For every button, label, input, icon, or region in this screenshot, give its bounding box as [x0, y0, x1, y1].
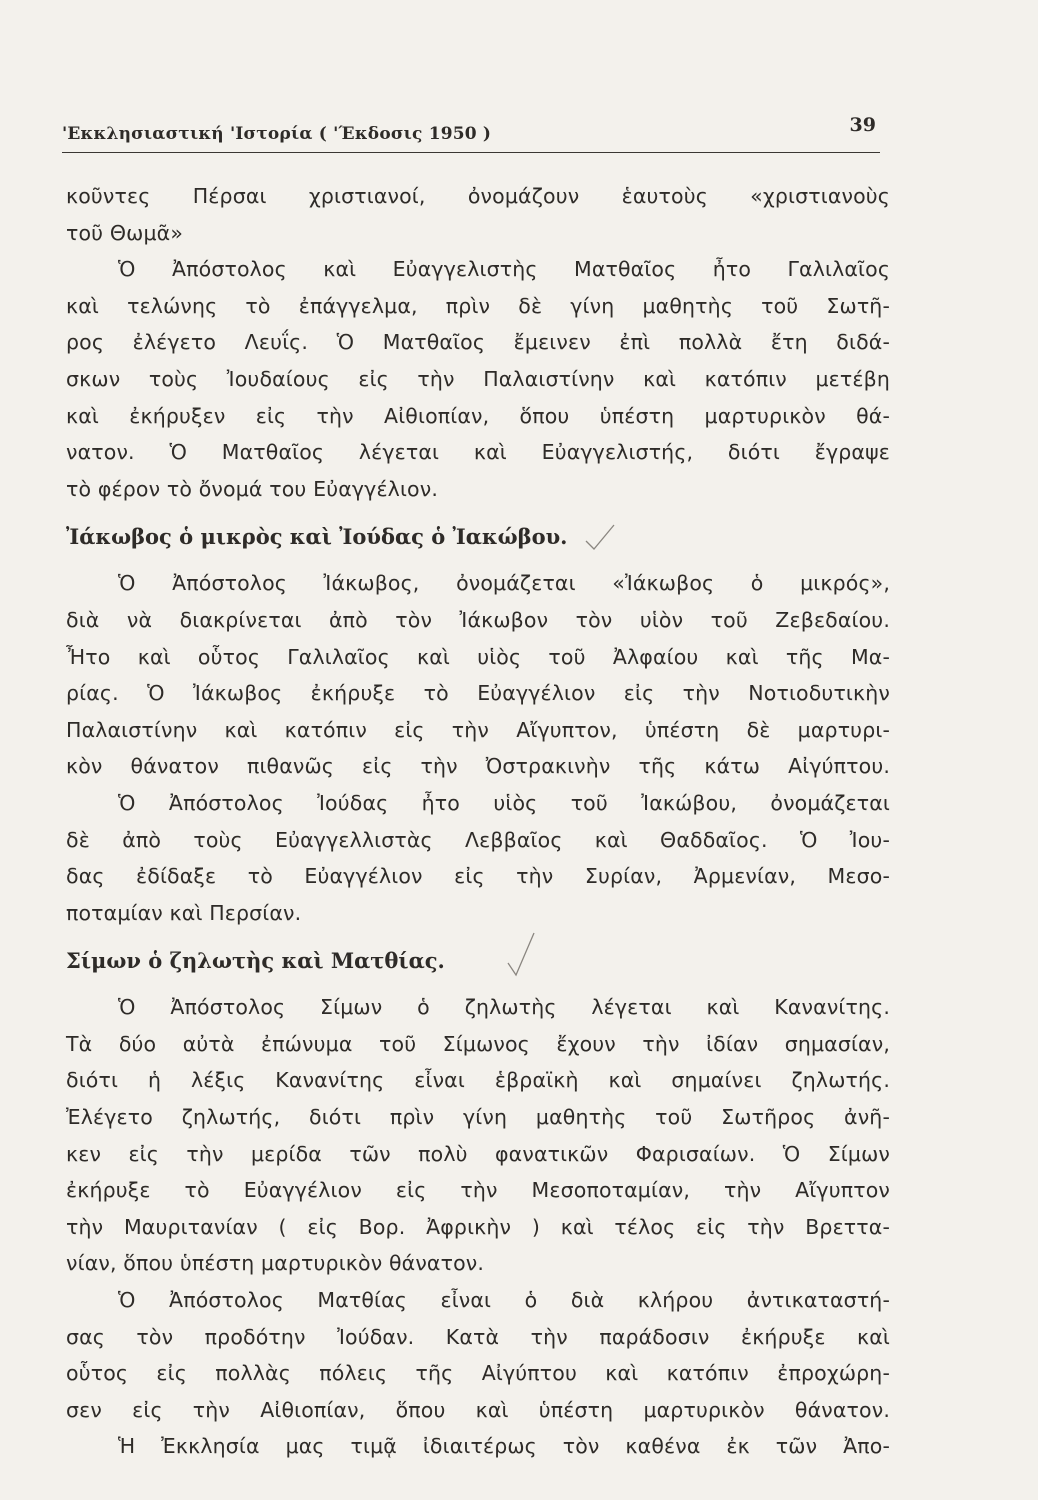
section-heading-iakovos-ioudas: [66, 511, 890, 563]
text-line: Τὰ δύο αὐτὰ ἐπώνυμα τοῦ Σίμωνος ἔχουν τὴν ἰδίαν σημασίαν,: [66, 1031, 890, 1056]
text-line: ρίας. Ὁ Ἰάκωβος ἐκήρυξε τὸ Εὐαγγέλιον εἰς τὴν Νοτιοδυτικὴν: [66, 681, 890, 706]
paragraph-7: [66, 1428, 890, 1465]
text-line: νίαν, ὅπου ὑπέστη μαρτυρικὸν θάνατον.: [66, 1251, 485, 1276]
text-line: διὰ νὰ διακρίνεται ἀπὸ τὸν Ἰάκωβον τὸν υἱὸν τοῦ Ζεβεδαίου.: [66, 607, 890, 632]
check-mark-icon: [582, 517, 618, 557]
running-header: [62, 114, 880, 153]
paragraph-2: [66, 251, 890, 507]
text-line: Παλαιστίνην καὶ κατόπιν εἰς τὴν Αἴγυπτον, ὑπέστη δὲ μαρτυρι-: [66, 717, 890, 742]
text-line: δὲ ἀπὸ τοὺς Εὐαγγελλιστὰς Λεββαῖος καὶ Θαδδαῖος. Ὁ Ἰου-: [66, 827, 890, 852]
paragraph-3: [66, 565, 890, 785]
text-line: κεν εἰς τὴν μερίδα τῶν πολὺ φανατικῶν Φαρισαίων. Ὁ Σίμων: [66, 1141, 890, 1166]
text-line: νατον. Ὁ Ματθαῖος λέγεται καὶ Εὐαγγελιστής, διότι ἔγραψε: [66, 440, 890, 465]
text-line: Ἡ Ἐκκλησία μας τιμᾷ ἰδιαιτέρως τὸν καθένα ἐκ τῶν Ἀπο-: [118, 1434, 890, 1459]
text-line: σκων τοὺς Ἰουδαίους εἰς τὴν Παλαιστίνην καὶ κατόπιν μετέβη: [66, 366, 890, 391]
text-line: Ὁ Ἀπόστολος Ἰάκωβος, ὀνομάζεται «Ἰάκωβος ὁ μικρός»,: [118, 571, 890, 596]
paragraph-5: [66, 989, 890, 1282]
paragraph-1: [66, 178, 890, 251]
text-line: ρος ἐλέγετο Λευΐς. Ὁ Ματθαῖος ἔμεινεν ἐπὶ πολλὰ ἔτη διδά-: [66, 330, 890, 355]
text-line: τὸ φέρον τὸ ὄνομά του Εὐαγγέλιον.: [66, 476, 438, 501]
text-line: κοῦντες Πέρσαι χριστιανοί, ὀνομάζουν ἑαυτοὺς «χριστιανοὺς: [66, 184, 890, 208]
page-number: 39: [849, 114, 876, 136]
paragraph-4: [66, 785, 890, 931]
text-line: οὗτος εἰς πολλὰς πόλεις τῆς Αἰγύπτου καὶ κατόπιν ἐπροχώρη-: [66, 1361, 890, 1386]
text-line: τὴν Μαυριτανίαν ( εἰς Βορ. Ἀφρικὴν ) καὶ τέλος εἰς τὴν Βρεττα-: [66, 1214, 890, 1239]
check-mark-icon: [504, 929, 540, 981]
text-line: Ἦτο καὶ οὗτος Γαλιλαῖος καὶ υἱὸς τοῦ Ἀλφαίου καὶ τῆς Μα-: [66, 644, 890, 669]
text-line: Ὁ Ἀπόστολος Ματθίας εἶναι ὁ διὰ κλήρου ἀντικαταστή-: [118, 1288, 890, 1313]
text-line: Ὁ Ἀπόστολος καὶ Εὐαγγελιστὴς Ματθαῖος ἦτο Γαλιλαῖος: [118, 257, 890, 282]
text-line: καὶ ἐκήρυξεν εἰς τὴν Αἰθιοπίαν, ὅπου ὑπέστη μαρτυρικὸν θά-: [66, 403, 890, 428]
text-line: Ὁ Ἀπόστολος Σίμων ὁ ζηλωτὴς λέγεται καὶ Κανανίτης.: [118, 995, 890, 1020]
text-line: σεν εἰς τὴν Αἰθιοπίαν, ὅπου καὶ ὑπέστη μαρτυρικὸν θάνατον.: [66, 1397, 890, 1422]
paragraph-6: [66, 1282, 890, 1428]
text-line: Ὁ Ἀπόστολος Ἰούδας ἦτο υἱὸς τοῦ Ἰακώβου, ὀνομάζεται: [118, 790, 890, 815]
text-line: σας τὸν προδότην Ἰούδαν. Κατὰ τὴν παράδοσιν ἐκήρυξε καὶ: [66, 1324, 890, 1349]
section-heading-text: Ἰάκωβος ὁ μικρὸς καὶ Ἰούδας ὁ Ἰακώβου.: [66, 524, 568, 550]
text-line: Ἐλέγετο ζηλωτής, διότι πρὶν γίνη μαθητὴς τοῦ Σωτῆρος ἀνῆ-: [66, 1105, 890, 1130]
text-line: ποταμίαν καὶ Περσίαν.: [66, 900, 302, 925]
running-title: 'Εκκλησιαστική 'Ιστορία ( 'Έκδοσις 1950 ): [62, 124, 492, 144]
text-line: τοῦ Θωμᾶ»: [66, 220, 184, 245]
text-line: καὶ τελώνης τὸ ἐπάγγελμα, πρὶν δὲ γίνη μαθητὴς τοῦ Σωτῆ-: [66, 293, 890, 318]
body-text: [66, 178, 890, 1465]
section-heading-text: Σίμων ὁ ζηλωτὴς καὶ Ματθίας.: [66, 948, 445, 974]
section-heading-simon-matthias: [66, 935, 890, 987]
text-line: δας ἐδίδαξε τὸ Εὐαγγέλιον εἰς τὴν Συρίαν, Ἀρμενίαν, Μεσο-: [66, 864, 890, 889]
text-line: ἐκήρυξε τὸ Εὐαγγέλιον εἰς τὴν Μεσοποταμίαν, τὴν Αἴγυπτον: [66, 1178, 890, 1203]
text-line: διότι ἡ λέξις Κανανίτης εἶναι ἑβραϊκὴ καὶ σημαίνει ζηλωτής.: [66, 1068, 890, 1093]
text-line: κὸν θάνατον πιθανῶς εἰς τὴν Ὀστρακινὴν τῆς κάτω Αἰγύπτου.: [66, 754, 890, 779]
